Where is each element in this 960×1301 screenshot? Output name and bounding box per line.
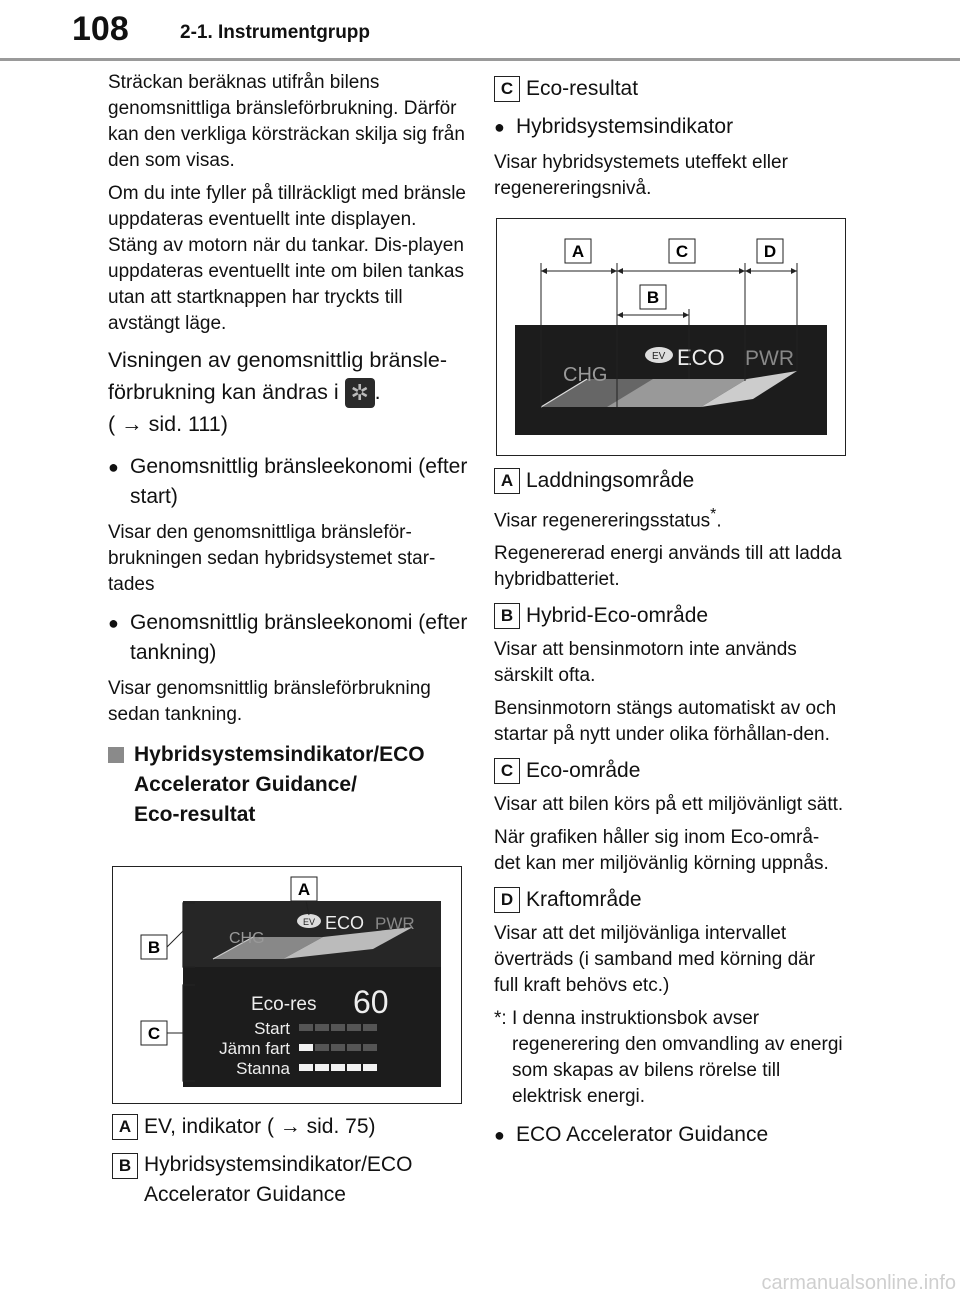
- bullet-heading-text: ECO Accelerator Guidance: [516, 1123, 769, 1147]
- callout-c: C: [675, 242, 689, 261]
- label-b-box: B: [494, 603, 520, 629]
- paragraph: Visar hybridsystemets uteffekt eller regenereringsnivå.: [494, 152, 788, 199]
- text: .: [374, 380, 381, 404]
- eco-score-segment: [331, 1024, 345, 1031]
- paragraph: Visar att det miljövänliga intervallet överträds (i samband med körning där full kraft behövs etc.): [494, 923, 816, 997]
- text: Visar regenereringsstatus: [494, 510, 711, 532]
- eco-score-segment: [347, 1064, 361, 1071]
- callout-b: B: [147, 938, 161, 957]
- page-header: [0, 0, 960, 58]
- footnote-marker: *:: [494, 1008, 507, 1030]
- eco-score-segment: [331, 1044, 345, 1051]
- label-c-text: Eco-resultat: [526, 77, 639, 100]
- eco-score-segment: [315, 1044, 329, 1051]
- paragraph: [494, 502, 844, 534]
- paragraph: Om du inte fyller på tillräckligt med bränsle uppdateras eventuellt inte displayen.: [108, 183, 466, 230]
- footnote-text: I denna instruktionsbok avser regenerering den omvandling av energi som skapas av bilens rörelse till elektrisk energi.: [512, 1008, 843, 1108]
- callout-b: B: [646, 288, 660, 307]
- label-d-box: D: [494, 887, 520, 913]
- callout-a: A: [297, 880, 311, 899]
- paragraph: Visar den genomsnittliga bränsleför-brukningen sedan hybridsystemet star-tades: [108, 522, 436, 596]
- label-a-text: Laddningsområde: [526, 469, 695, 492]
- text: Hybridsystemsindikator/ECO: [144, 1153, 413, 1176]
- pwr-label: PWR: [745, 347, 794, 370]
- eco-score-segment: [299, 1044, 313, 1051]
- paragraph: Visar genomsnittlig bränsleförbrukning sedan tankning.: [108, 678, 431, 726]
- label-b-row: [494, 601, 844, 631]
- bullet-dot-icon: ●: [108, 457, 119, 478]
- right-column-top: [494, 74, 854, 209]
- text: Accelerator Guidance/: [134, 773, 357, 797]
- label-a-box: A: [494, 468, 520, 494]
- paragraph: Visar att bilen körs på ett miljövänligt sätt.: [494, 794, 844, 816]
- eco-display-illustration: [113, 867, 461, 1103]
- watermark: carmanualsonline.info: [761, 1272, 956, 1294]
- paragraph: [108, 344, 468, 440]
- eco-score-segment: [347, 1024, 361, 1031]
- section-heading: [108, 740, 468, 830]
- label-a-row: [112, 1112, 472, 1142]
- chg-label: CHG: [563, 364, 608, 386]
- eco-score-segment: [315, 1064, 329, 1071]
- eco-score-segment: [363, 1064, 377, 1071]
- text: förbrukning kan ändras i: [108, 380, 339, 404]
- bullet-dot-icon: ●: [108, 613, 119, 634]
- callout-d: D: [763, 242, 777, 261]
- bullet-dot-icon: ●: [494, 1125, 505, 1146]
- paragraph: Stäng av motorn när du tankar. Dis-playen uppdateras eventuellt inte om bilen tankas utan att startknappen har tryckts till avstängt läge.: [108, 235, 464, 334]
- bullet-heading: [494, 112, 854, 142]
- paragraph: När grafiken håller sig inom Eco-områ-det kan mer miljövänlig körning uppnås.: [494, 827, 829, 875]
- figure-eco-display: [112, 866, 462, 1104]
- text: Visningen av genomsnittlig bränsle-: [108, 348, 448, 372]
- bullet-heading: [108, 452, 468, 512]
- paragraph: Visar att bensinmotorn inte används särskilt ofta.: [494, 639, 797, 687]
- label-c-row: [494, 756, 844, 786]
- page-ref: ( → sid. 111): [108, 412, 228, 437]
- ev-label: EV: [652, 351, 666, 362]
- chg-label: CHG: [229, 930, 265, 947]
- eco-score-segment: [347, 1044, 361, 1051]
- label-b-text: [144, 1150, 412, 1210]
- bullet-heading-text: Genomsnittlig bränsleekonomi (efter start): [130, 455, 468, 509]
- row-jamn-fart-label: Jämn fart: [219, 1039, 290, 1058]
- bullet-heading-text: Genomsnittlig bränsleekonomi (efter tankning): [130, 611, 468, 665]
- label-d-text: Kraftområde: [526, 888, 642, 912]
- label-b-text: Hybrid-Eco-område: [526, 604, 709, 628]
- label-c-box: C: [494, 76, 520, 102]
- callout-a: A: [571, 242, 585, 261]
- left-labels: [112, 1112, 472, 1210]
- eco-score-segment: [315, 1024, 329, 1031]
- bullet-dot-icon: ●: [494, 117, 505, 137]
- eco-label: ECO: [325, 913, 365, 933]
- square-bullet-icon: [108, 747, 124, 763]
- bullet-heading: [108, 608, 468, 668]
- hybrid-indicator-illustration: [497, 219, 845, 455]
- bullet-heading: [494, 1120, 844, 1150]
- eco-label: ECO: [677, 345, 725, 370]
- row-start-label: Start: [254, 1019, 290, 1038]
- label-a-row: [494, 466, 844, 496]
- text: Hybridsystemsindikator/ECO: [134, 743, 425, 767]
- eco-score-segment: [299, 1024, 313, 1031]
- text: Eco-resultat: [134, 803, 256, 827]
- footnote-marker: *: [710, 506, 717, 523]
- label-c-text: Eco-område: [526, 759, 641, 783]
- paragraph: Regenererad energi används till att ladda hybridbatteriet.: [494, 543, 842, 591]
- eco-score-segment: [331, 1064, 345, 1071]
- header-divider: [0, 58, 960, 61]
- bullet-heading-text: Hybridsystemsindikator: [516, 115, 734, 138]
- text: .: [716, 510, 722, 532]
- right-column-bottom: [494, 466, 844, 1150]
- label-b-box: B: [112, 1153, 138, 1179]
- eco-score-segment: [363, 1024, 377, 1031]
- footnote: [494, 1006, 844, 1110]
- paragraph: Sträckan beräknas utifrån bilens genomsnittliga bränsleförbrukning. Därför kan den verkliga körsträckan skilja sig från den som visas.: [108, 72, 465, 171]
- label-c-box: C: [494, 758, 520, 784]
- ev-label: EV: [303, 917, 316, 927]
- label-a-text: EV, indikator ( → sid. 75): [144, 1115, 376, 1138]
- label-d-row: [494, 885, 844, 915]
- label-c-row: [494, 74, 854, 104]
- row-stanna-label: Stanna: [236, 1059, 290, 1078]
- left-column: [108, 70, 468, 830]
- section-title: 2-1. Instrumentgrupp: [180, 22, 371, 43]
- label-a-box: A: [112, 1114, 138, 1140]
- callout-c: C: [147, 1024, 161, 1043]
- figure-hybrid-indicator: [496, 218, 846, 456]
- eco-res-value: 60: [353, 984, 389, 1020]
- eco-score-segment: [363, 1044, 377, 1051]
- pwr-label: PWR: [375, 914, 415, 933]
- section-heading-text: [134, 740, 425, 830]
- eco-res-label: Eco-res: [251, 994, 317, 1015]
- page-number: 108: [72, 10, 129, 48]
- eco-score-segment: [299, 1064, 313, 1071]
- gear-icon: ✲: [345, 378, 375, 408]
- text: Accelerator Guidance: [144, 1183, 346, 1206]
- paragraph: Bensinmotorn stängs automatiskt av och startar på nytt under olika förhållan-den.: [494, 698, 837, 746]
- label-b-row: [112, 1150, 472, 1210]
